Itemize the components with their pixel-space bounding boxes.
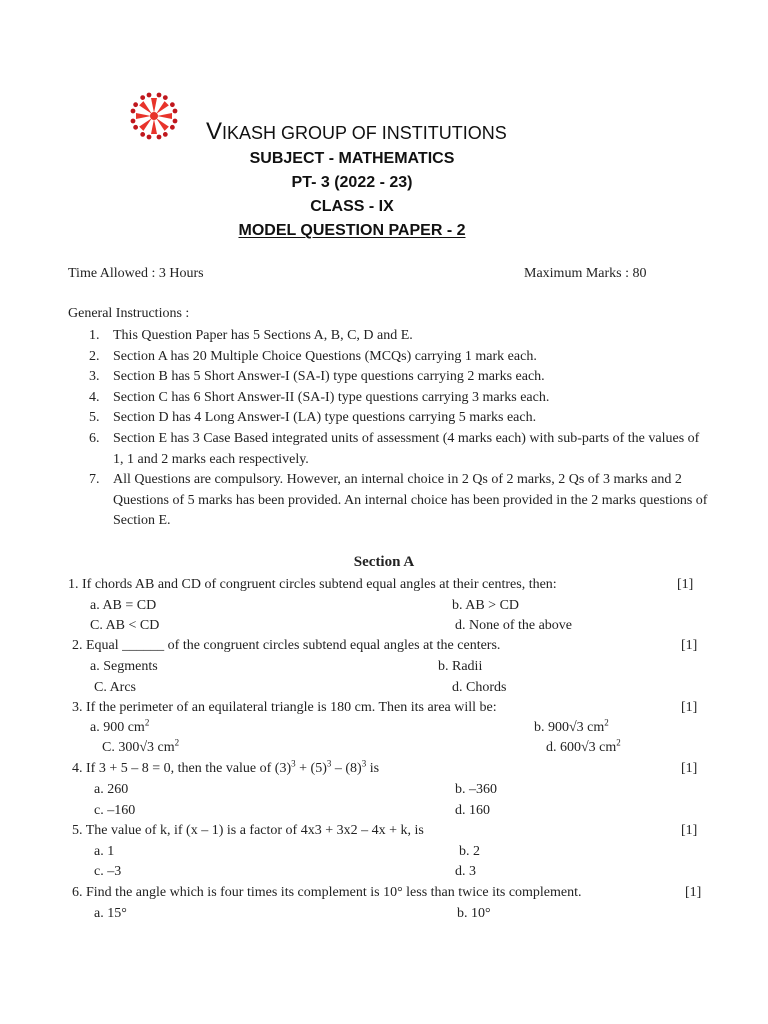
instruction-text: Section D has 4 Long Answer-I (LA) type questions carrying 5 marks each.	[113, 410, 537, 426]
question-marks: [1]	[681, 700, 698, 715]
option-a: a. 260	[94, 782, 129, 797]
subject-title: SUBJECT - MATHEMATICS	[249, 150, 455, 167]
instruction-text: Section B has 5 Short Answer-I (SA-I) type questions carrying 2 marks each.	[113, 369, 545, 385]
institution-logo	[128, 90, 180, 142]
option-d: d. Chords	[452, 680, 507, 695]
instruction-item	[68, 388, 708, 409]
paper-title: MODEL QUESTION PAPER - 2	[238, 222, 466, 239]
instruction-text: Section E has 3 Case Based integrated units of assessment (4 marks each) with sub-parts of the values of 1, 1 and 2 marks each respectively.	[113, 430, 700, 467]
question-text: 5. The value of k, if (x – 1) is a factor of 4x3 + 3x2 – 4x + k, is	[72, 823, 424, 838]
option-d: d. 600√3 $cm^2$	[546, 737, 621, 755]
instruction-number: 7.	[89, 472, 100, 488]
option-c: C. AB < CD	[90, 618, 160, 633]
instruction-item	[68, 326, 708, 347]
question-marks: [1]	[677, 577, 694, 592]
instruction-text: Section A has 20 Multiple Choice Questions (MCQs) carrying 1 mark each.	[113, 348, 537, 364]
question-marks: [1]	[685, 885, 702, 900]
option-b: b. –360	[455, 782, 497, 797]
option-c: C. 300√3 $cm^2$	[102, 737, 180, 755]
option-a: a. AB = CD	[90, 598, 157, 613]
section-a-title: Section A	[353, 554, 415, 570]
option-a: a. 900 $cm^2$	[90, 717, 150, 735]
question-text: 1. If chords AB and CD of congruent circles subtend equal angles at their centres, then:	[68, 577, 557, 592]
class-title: CLASS - IX	[310, 198, 394, 215]
logo-center	[150, 112, 158, 120]
institution-name: VIKASH GROUP OF INSTITUTIONS	[206, 118, 507, 145]
option-b: b. AB > CD	[452, 598, 520, 613]
instructions-title: General Instructions :	[68, 306, 190, 321]
instruction-number: 5.	[89, 410, 100, 426]
option-b: b. 2	[459, 844, 480, 859]
instruction-number: 4.	[89, 389, 100, 405]
test-title: PT- 3 (2022 - 23)	[291, 174, 413, 191]
instruction-item	[68, 408, 708, 429]
instruction-item	[68, 470, 708, 532]
option-b: b. 10°	[457, 906, 491, 921]
option-c: C. Arcs	[94, 680, 136, 695]
instruction-item	[68, 367, 708, 388]
option-d: d. 3	[455, 864, 476, 879]
instruction-number: 6.	[89, 430, 100, 446]
instruction-text: Section C has 6 Short Answer-II (SA-I) type questions carrying 3 marks each.	[113, 389, 550, 405]
maximum-marks: Maximum Marks : 80	[524, 266, 647, 281]
option-a: a. 1	[94, 844, 115, 859]
instruction-text: This Question Paper has 5 Sections A, B, C, D and E.	[113, 328, 413, 343]
option-b: b. 900√3 $cm^2$	[534, 717, 609, 735]
instruction-number: 2.	[89, 348, 100, 364]
instructions-list	[68, 326, 708, 532]
instruction-item	[68, 347, 708, 368]
instruction-number: 3.	[89, 369, 100, 385]
question-text: 2. Equal ______ of the congruent circles subtend equal angles at the centers.	[72, 638, 501, 653]
question-text: 6. Find the angle which is four times its complement is 10° less than twice its complement.	[72, 885, 582, 900]
option-d: d. 160	[455, 803, 490, 818]
instruction-text: All Questions are compulsory. However, an internal choice in 2 Qs of 2 marks, 2 Qs of 3 marks and 2 Questions of 5 marks has been provided. An internal choice has been provided in the 2 marks questions of Section E.	[113, 472, 708, 529]
instruction-item	[68, 429, 708, 470]
question-marks: [1]	[681, 823, 698, 838]
option-b: b. Radii	[438, 659, 483, 674]
option-a: a. 15°	[94, 906, 127, 921]
question-marks: [1]	[681, 638, 698, 653]
option-a: a. Segments	[90, 659, 158, 674]
question-marks: [1]	[681, 761, 698, 776]
option-d: d. None of the above	[455, 618, 573, 633]
option-c: c. –160	[94, 803, 136, 818]
option-c: c. –3	[94, 864, 122, 879]
question-text: 3. If the perimeter of an equilateral triangle is 180 cm. Then its area will be:	[72, 700, 497, 715]
question-text: 4. If 3 + 5 – 8 = 0, then the value of $(3)^3 + (5)^3 - (8)^3$ is	[72, 758, 380, 776]
time-allowed: Time Allowed : 3 Hours	[68, 266, 204, 281]
instruction-number: 1.	[89, 328, 100, 343]
